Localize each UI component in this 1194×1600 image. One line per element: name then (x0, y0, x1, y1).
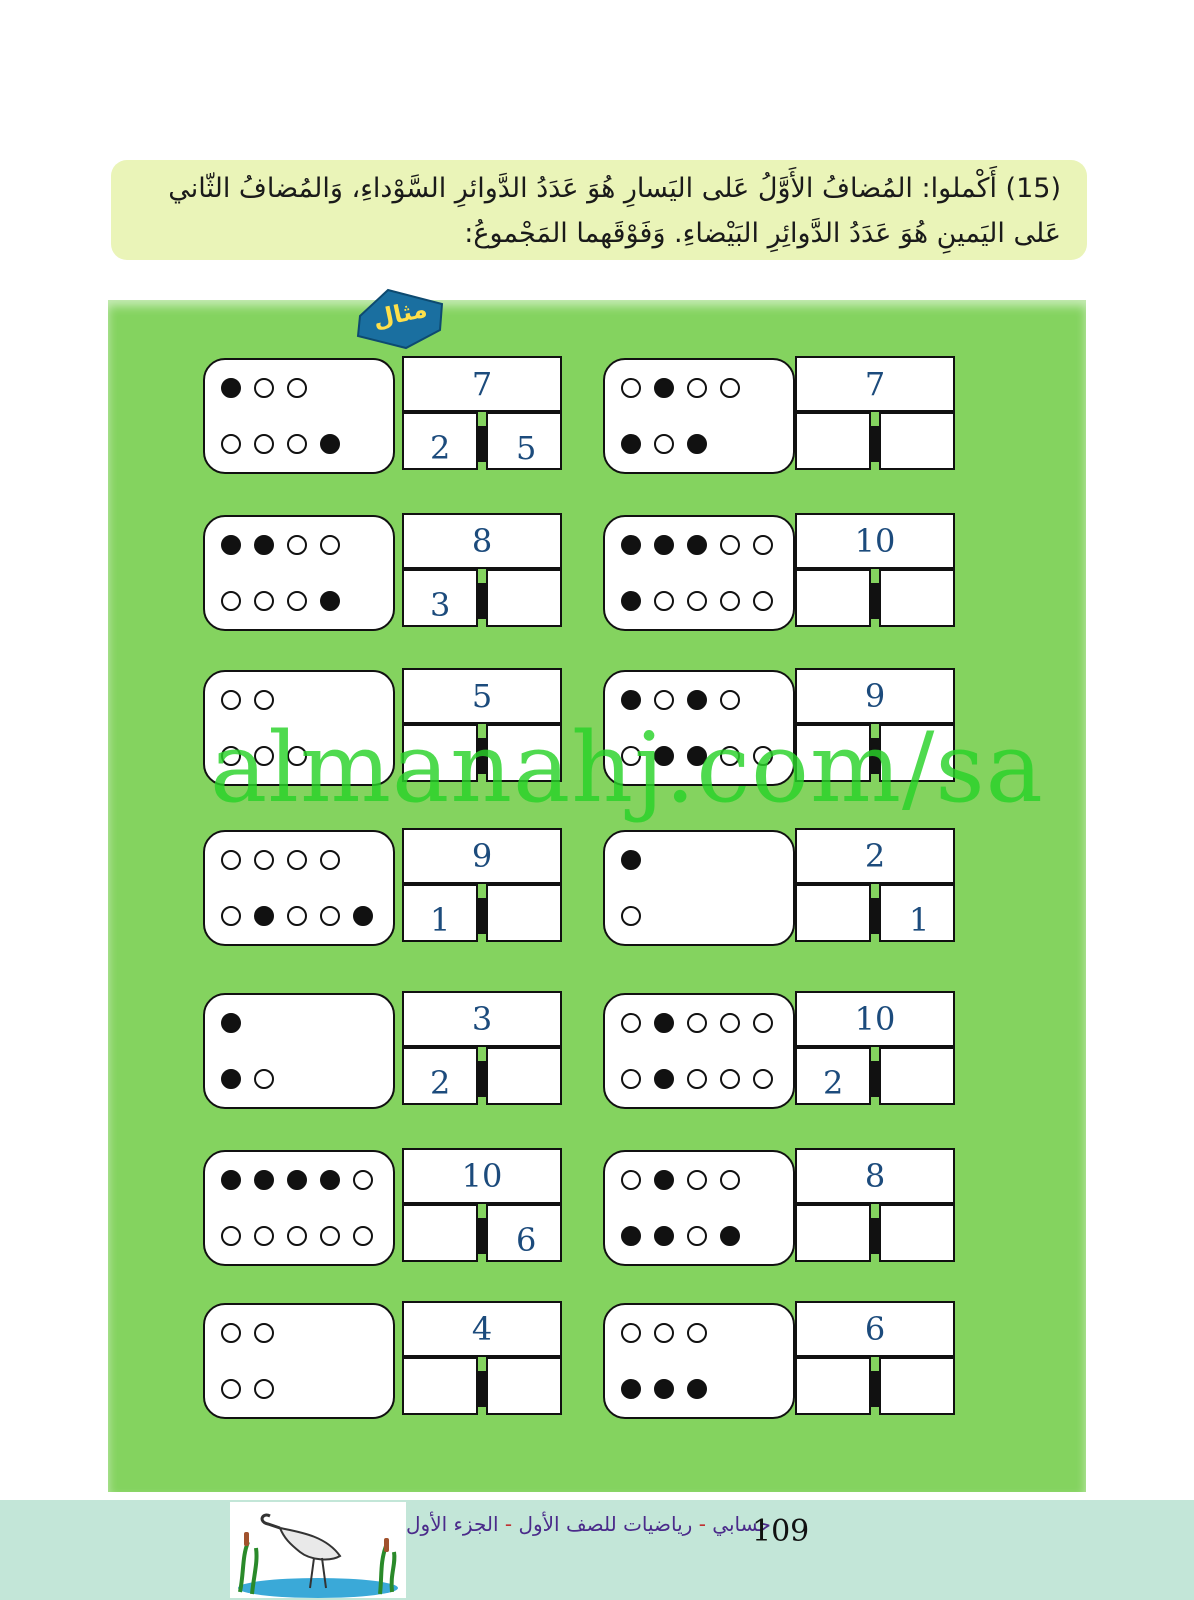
black-dot-icon (687, 690, 707, 710)
addend-right-cell[interactable] (879, 412, 955, 470)
black-dot-icon (621, 690, 641, 710)
dot-card (203, 358, 395, 474)
watermark: almanahj.com/sa (210, 712, 1044, 824)
dot-card (603, 1303, 795, 1419)
white-dot-icon (221, 434, 241, 454)
black-dot-icon (221, 1013, 241, 1033)
addend-right-cell[interactable] (486, 1357, 562, 1415)
black-dot-icon (221, 535, 241, 555)
divider-bar (869, 1061, 881, 1097)
dot-row (621, 378, 740, 400)
footer-separator-2: - (504, 1512, 513, 1536)
divider-bar (869, 426, 881, 462)
sum-cell: 8 (402, 513, 562, 569)
sum-cell: 6 (795, 1301, 955, 1357)
addend-left-cell[interactable]: 2 (795, 1047, 871, 1105)
divider-bar (869, 898, 881, 934)
white-dot-icon (287, 850, 307, 870)
white-dot-icon (687, 591, 707, 611)
black-dot-icon (654, 1379, 674, 1399)
dot-row (621, 1069, 773, 1091)
white-dot-icon (221, 1226, 241, 1246)
dot-card (603, 830, 795, 946)
white-dot-icon (287, 378, 307, 398)
dot-row (221, 690, 274, 712)
instruction-box (111, 160, 1087, 260)
white-dot-icon (254, 378, 274, 398)
dot-card (203, 1303, 395, 1419)
dot-row (621, 1170, 740, 1192)
white-dot-icon (621, 378, 641, 398)
white-dot-icon (320, 1226, 340, 1246)
sum-cell: 7 (402, 356, 562, 412)
white-dot-icon (720, 1013, 740, 1033)
dot-row (621, 850, 641, 872)
sum-cell: 10 (795, 513, 955, 569)
dot-card (203, 830, 395, 946)
dot-row (221, 1013, 241, 1035)
white-dot-icon (687, 1226, 707, 1246)
white-dot-icon (320, 850, 340, 870)
footer-separator-1: - (698, 1512, 706, 1536)
dot-row (621, 906, 641, 928)
white-dot-icon (287, 535, 307, 555)
sum-cell: 10 (795, 991, 955, 1047)
divider-bar (476, 1371, 488, 1407)
number-bond-box (402, 356, 562, 470)
sum-cell: 3 (402, 991, 562, 1047)
dot-card (603, 358, 795, 474)
white-dot-icon (654, 434, 674, 454)
white-dot-icon (254, 1226, 274, 1246)
number-bond-box (402, 1301, 562, 1415)
dot-row (221, 1170, 373, 1192)
white-dot-icon (687, 1069, 707, 1089)
black-dot-icon (287, 1170, 307, 1190)
white-dot-icon (254, 1323, 274, 1343)
white-dot-icon (753, 1013, 773, 1033)
number-bond-box (402, 991, 562, 1105)
white-dot-icon (753, 591, 773, 611)
white-dot-icon (720, 378, 740, 398)
sum-cell: 10 (402, 1148, 562, 1204)
dot-row (221, 434, 340, 456)
dot-row (221, 378, 307, 400)
sum-cell: 2 (795, 828, 955, 884)
addend-left-cell[interactable]: 2 (402, 1047, 478, 1105)
white-dot-icon (720, 1069, 740, 1089)
white-dot-icon (287, 591, 307, 611)
white-dot-icon (221, 850, 241, 870)
addend-left-cell[interactable]: 2 (402, 412, 478, 470)
dot-row (221, 591, 340, 613)
addend-left-cell[interactable] (795, 569, 871, 627)
sum-cell: 8 (795, 1148, 955, 1204)
addend-left-cell[interactable] (402, 1357, 478, 1415)
number-bond-box (795, 513, 955, 627)
white-dot-icon (654, 591, 674, 611)
black-dot-icon (621, 1379, 641, 1399)
white-dot-icon (221, 690, 241, 710)
dot-row (621, 1226, 740, 1248)
white-dot-icon (254, 434, 274, 454)
number-bond-box (795, 356, 955, 470)
number-bond-box (795, 1148, 955, 1262)
divider-bar (869, 583, 881, 619)
page-number: 109 (752, 1514, 810, 1549)
black-dot-icon (621, 591, 641, 611)
black-dot-icon (654, 1226, 674, 1246)
dot-card (203, 993, 395, 1109)
black-dot-icon (687, 1379, 707, 1399)
white-dot-icon (254, 1069, 274, 1089)
addend-right-cell[interactable] (486, 569, 562, 627)
white-dot-icon (621, 1323, 641, 1343)
number-bond-box (795, 991, 955, 1105)
divider-bar (476, 583, 488, 619)
dot-card (203, 515, 395, 631)
divider-bar (476, 898, 488, 934)
footer-subject: رياضيات للصف الأول (518, 1512, 693, 1536)
sum-cell: 5 (402, 668, 562, 724)
white-dot-icon (287, 1226, 307, 1246)
addend-right-cell[interactable]: 6 (486, 1204, 562, 1262)
black-dot-icon (320, 434, 340, 454)
example-badge-label: مثال (370, 294, 430, 334)
white-dot-icon (720, 690, 740, 710)
black-dot-icon (254, 906, 274, 926)
addend-right-cell[interactable]: 5 (486, 412, 562, 470)
divider-bar (869, 1218, 881, 1254)
addend-right-cell[interactable] (486, 1047, 562, 1105)
addend-right-cell[interactable] (879, 569, 955, 627)
black-dot-icon (621, 850, 641, 870)
dot-row (221, 535, 340, 557)
dot-row (221, 1226, 373, 1248)
black-dot-icon (654, 1069, 674, 1089)
number-bond-box (402, 828, 562, 942)
addend-left-cell[interactable] (795, 412, 871, 470)
sum-cell: 4 (402, 1301, 562, 1357)
white-dot-icon (687, 378, 707, 398)
dot-row (221, 1323, 274, 1345)
black-dot-icon (654, 378, 674, 398)
white-dot-icon (320, 906, 340, 926)
white-dot-icon (254, 850, 274, 870)
white-dot-icon (687, 1170, 707, 1190)
addend-left-cell[interactable] (795, 1357, 871, 1415)
white-dot-icon (254, 690, 274, 710)
dot-card (203, 1150, 395, 1266)
black-dot-icon (654, 535, 674, 555)
footer-book-name: حسابي (712, 1512, 771, 1536)
white-dot-icon (353, 1226, 373, 1246)
footer-book-title (406, 1512, 771, 1536)
black-dot-icon (254, 1170, 274, 1190)
dot-row (621, 690, 740, 712)
white-dot-icon (687, 1323, 707, 1343)
dot-row (221, 906, 373, 928)
footer-part: الجزء الأول (406, 1512, 499, 1536)
white-dot-icon (287, 906, 307, 926)
number-bond-box (402, 1148, 562, 1262)
dot-row (621, 591, 773, 613)
addend-left-cell[interactable] (795, 884, 871, 942)
black-dot-icon (654, 1170, 674, 1190)
number-bond-box (402, 513, 562, 627)
dot-row (621, 434, 707, 456)
white-dot-icon (720, 535, 740, 555)
black-dot-icon (320, 1170, 340, 1190)
white-dot-icon (654, 690, 674, 710)
sum-cell: 7 (795, 356, 955, 412)
white-dot-icon (621, 906, 641, 926)
addend-left-cell[interactable] (795, 1204, 871, 1262)
instruction-line-1: (15) أَكْملوا: المُضافُ الأَوَّلُ عَلى اليَسارِ هُوَ عَدَدُ الدَّوائرِ السَّوْداءِ، وَالمُضافُ الثّاني (168, 173, 1061, 204)
divider-bar (476, 1218, 488, 1254)
number-bond-box (795, 1301, 955, 1415)
white-dot-icon (720, 591, 740, 611)
black-dot-icon (621, 1226, 641, 1246)
dot-row (621, 1379, 707, 1401)
white-dot-icon (320, 535, 340, 555)
black-dot-icon (254, 535, 274, 555)
divider-bar (869, 1371, 881, 1407)
white-dot-icon (353, 1170, 373, 1190)
black-dot-icon (221, 1069, 241, 1089)
instruction-text (121, 166, 1061, 256)
white-dot-icon (287, 434, 307, 454)
addend-right-cell[interactable] (879, 1357, 955, 1415)
addend-right-cell[interactable] (879, 1204, 955, 1262)
dot-row (621, 1323, 707, 1345)
white-dot-icon (621, 1170, 641, 1190)
addend-left-cell[interactable]: 1 (402, 884, 478, 942)
sum-cell: 9 (402, 828, 562, 884)
dot-row (621, 535, 773, 557)
white-dot-icon (720, 1170, 740, 1190)
dot-row (621, 1013, 773, 1035)
addend-right-cell[interactable]: 1 (879, 884, 955, 942)
dot-row (221, 1379, 274, 1401)
black-dot-icon (221, 378, 241, 398)
divider-bar (476, 426, 488, 462)
addend-right-cell[interactable] (879, 1047, 955, 1105)
dot-card (603, 515, 795, 631)
black-dot-icon (654, 1013, 674, 1033)
black-dot-icon (320, 591, 340, 611)
black-dot-icon (621, 535, 641, 555)
addend-left-cell[interactable]: 3 (402, 569, 478, 627)
white-dot-icon (221, 1323, 241, 1343)
sum-cell: 9 (795, 668, 955, 724)
white-dot-icon (221, 906, 241, 926)
white-dot-icon (221, 1379, 241, 1399)
dot-card (603, 993, 795, 1109)
divider-bar (476, 1061, 488, 1097)
dot-row (221, 850, 340, 872)
dot-row (221, 1069, 274, 1091)
instruction-line-2: عَلى اليَمينِ هُوَ عَدَدُ الدَّوائِرِ البَيْضاءِ. وَفَوْقَهما المَجْموعُ: (464, 218, 1061, 249)
white-dot-icon (687, 1013, 707, 1033)
white-dot-icon (753, 1069, 773, 1089)
black-dot-icon (687, 535, 707, 555)
white-dot-icon (254, 591, 274, 611)
dot-card (603, 1150, 795, 1266)
black-dot-icon (221, 1170, 241, 1190)
white-dot-icon (221, 591, 241, 611)
white-dot-icon (654, 1323, 674, 1343)
number-bond-box (795, 828, 955, 942)
black-dot-icon (720, 1226, 740, 1246)
addend-left-cell[interactable] (402, 1204, 478, 1262)
white-dot-icon (621, 1013, 641, 1033)
black-dot-icon (687, 434, 707, 454)
addend-right-cell[interactable] (486, 884, 562, 942)
black-dot-icon (353, 906, 373, 926)
black-dot-icon (621, 434, 641, 454)
white-dot-icon (621, 1069, 641, 1089)
white-dot-icon (254, 1379, 274, 1399)
heron-illustration-icon (230, 1502, 406, 1598)
white-dot-icon (753, 535, 773, 555)
